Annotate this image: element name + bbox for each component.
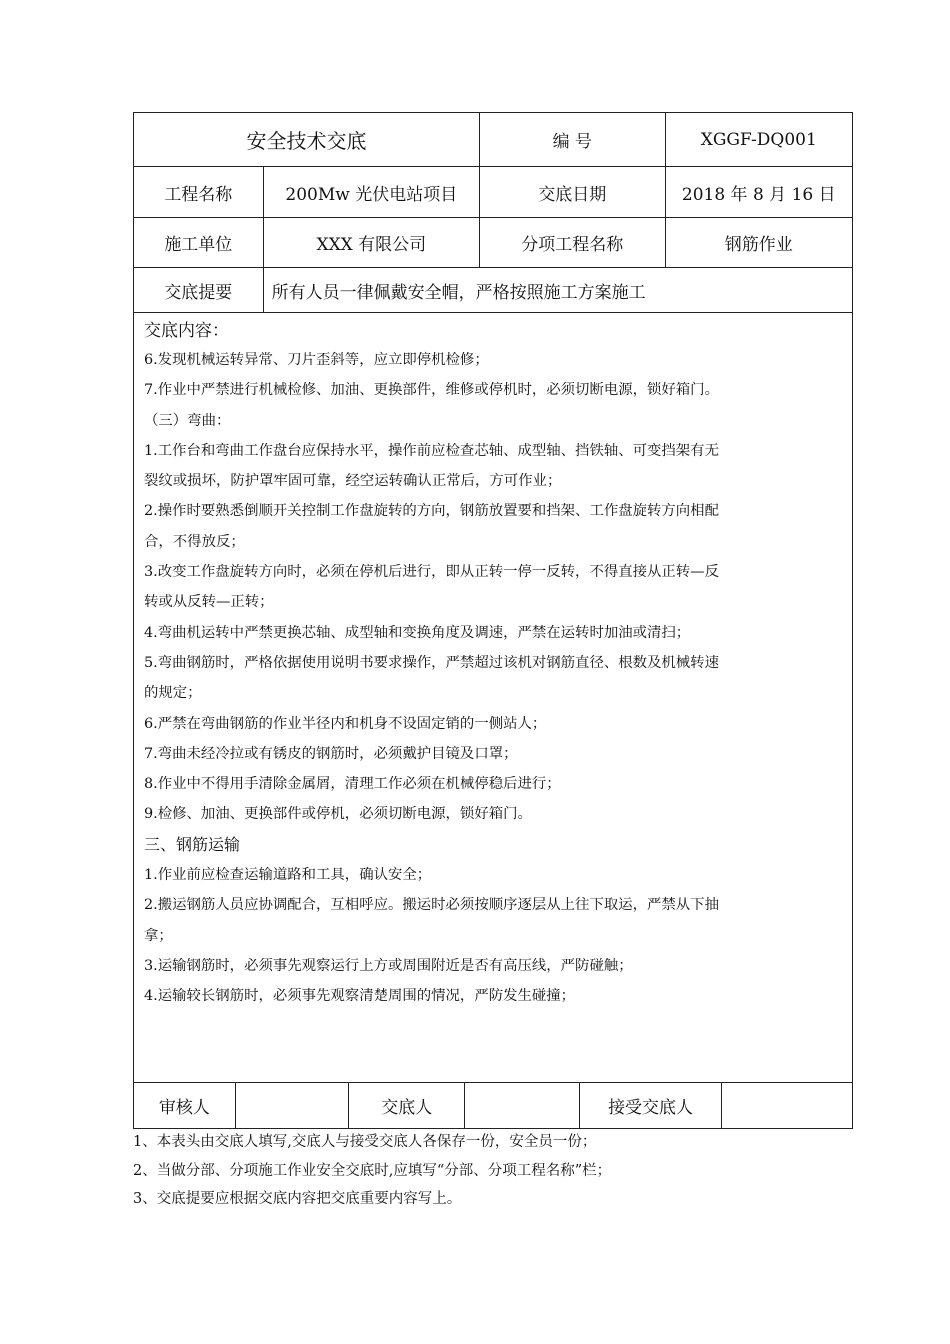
- signature-row: [134, 1083, 852, 1128]
- header-row-project: [134, 167, 852, 218]
- content-line: 7.作业中严禁进行机械检修、加油、更换部件，维修或停机时，必须切断电源，锁好箱门。: [144, 382, 719, 399]
- note-item: 3、交底提要应根据交底内容把交底重要内容写上。: [133, 1191, 462, 1207]
- note-item: 2、当做分部、分项施工作业安全交底时,应填写“分部、分项工程名称”栏；: [133, 1162, 612, 1179]
- header-row-summary: [134, 268, 852, 313]
- content-line: 9.检修、加油、更换部件或停机，必须切断电源，锁好箱门。: [144, 806, 532, 823]
- content-line: 3.改变工作盘旋转方向时，必须在停机后进行，即从正转一停一反转，不得直接从正转—反: [144, 564, 719, 581]
- content-line: 6.发现机械运转异常、刀片歪斜等，应立即停机检修；: [144, 352, 489, 368]
- form-title: 安全技术交底: [134, 113, 480, 166]
- content-line: 合，不得放反；: [144, 533, 245, 550]
- reviewer-field[interactable]: [236, 1083, 350, 1128]
- note-item: 1、本表头由交底人填写,交底人与接受交底人各保存一份，安全员一份；: [133, 1134, 597, 1150]
- date-value: 2018 年 8 月 16 日: [681, 184, 836, 205]
- content-line: 2.搬运钢筋人员应协调配合，互相呼应。搬运时必须按顺序逐层从上往下取运，严禁从下抽: [144, 897, 719, 914]
- subproject-value: 钢筋作业: [724, 235, 793, 255]
- content-line: 4.弯曲机运转中严禁更换芯轴、成型轴和变换角度及调速，严禁在运转时加油或清扫；: [144, 624, 691, 641]
- form-notes: [133, 1128, 853, 1214]
- unit-label: 施工单位: [134, 218, 264, 267]
- reviewer-label: 审核人: [134, 1083, 236, 1128]
- content-line: 3.运输钢筋时，必须事先观察运行上方或周围附近是否有高压线，严防碰触；: [144, 957, 633, 974]
- content-line: 1.工作台和弯曲工作盘台应保持水平，操作前应检查芯轴、成型轴、挡铁轴、可变挡架有无: [144, 442, 719, 459]
- content-line: 4.运输较长钢筋时，必须事先观察清楚周围的情况，严防发生碰撞；: [144, 988, 576, 1005]
- date-label: 交底日期: [480, 167, 665, 217]
- content-line: 8.作业中不得用手清除金属屑，清理工作必须在机械停稳后进行；: [144, 776, 561, 793]
- subproject-label: 分项工程名称: [480, 218, 665, 267]
- unit-value: XXX 有限公司: [264, 218, 480, 267]
- briefer-field[interactable]: [465, 1083, 580, 1128]
- project-label: 工程名称: [134, 167, 264, 217]
- project-value: 200Mw 光伏电站项目: [264, 167, 480, 217]
- content-line: （三）弯曲：: [144, 412, 231, 429]
- content-line: 拿；: [144, 927, 173, 944]
- content-line: 7.弯曲未经冷拉或有锈皮的钢筋时，必须戴护目镜及口罩；: [144, 745, 518, 762]
- header-row-title: [134, 113, 852, 167]
- content-line: 裂纹或损坏，防护罩牢固可靠，经空运转确认正常后，方可作业；: [144, 473, 562, 490]
- number-value: XGGF-DQ001: [700, 129, 817, 150]
- summary-label: 交底提要: [134, 268, 264, 312]
- content-line: 1.作业前应检查运输道路和工具，确认安全；: [144, 867, 432, 884]
- receiver-label: 接受交底人: [580, 1083, 723, 1128]
- content-title: 交底内容：: [144, 321, 229, 341]
- summary-value: 所有人员一律佩戴安全帽，严格按照施工方案施工: [271, 282, 646, 303]
- number-label: 编 号: [480, 113, 665, 166]
- briefer-label: 交底人: [349, 1083, 465, 1128]
- content-line: 转或从反转—正转；: [144, 594, 274, 611]
- content-line: 的规定；: [144, 685, 202, 702]
- safety-briefing-form: [133, 112, 853, 1129]
- content-lines: [144, 345, 844, 1012]
- briefing-content: [134, 313, 852, 1083]
- content-line: 5.弯曲钢筋时，严格依据使用说明书要求操作，严禁超过该机对钢筋直径、根数及机械转速: [144, 654, 719, 671]
- header-row-unit: [134, 218, 852, 268]
- content-line: 2.操作时要熟悉倒顺开关控制工作盘旋转的方向，钢筋放置要和挡架、工作盘旋转方向相配: [144, 503, 719, 520]
- receiver-field[interactable]: [722, 1083, 852, 1128]
- content-line: 6.严禁在弯曲钢筋的作业半径内和机身不设固定销的一侧站人；: [144, 715, 547, 732]
- section-heading: 三、钢筋运输: [144, 834, 241, 854]
